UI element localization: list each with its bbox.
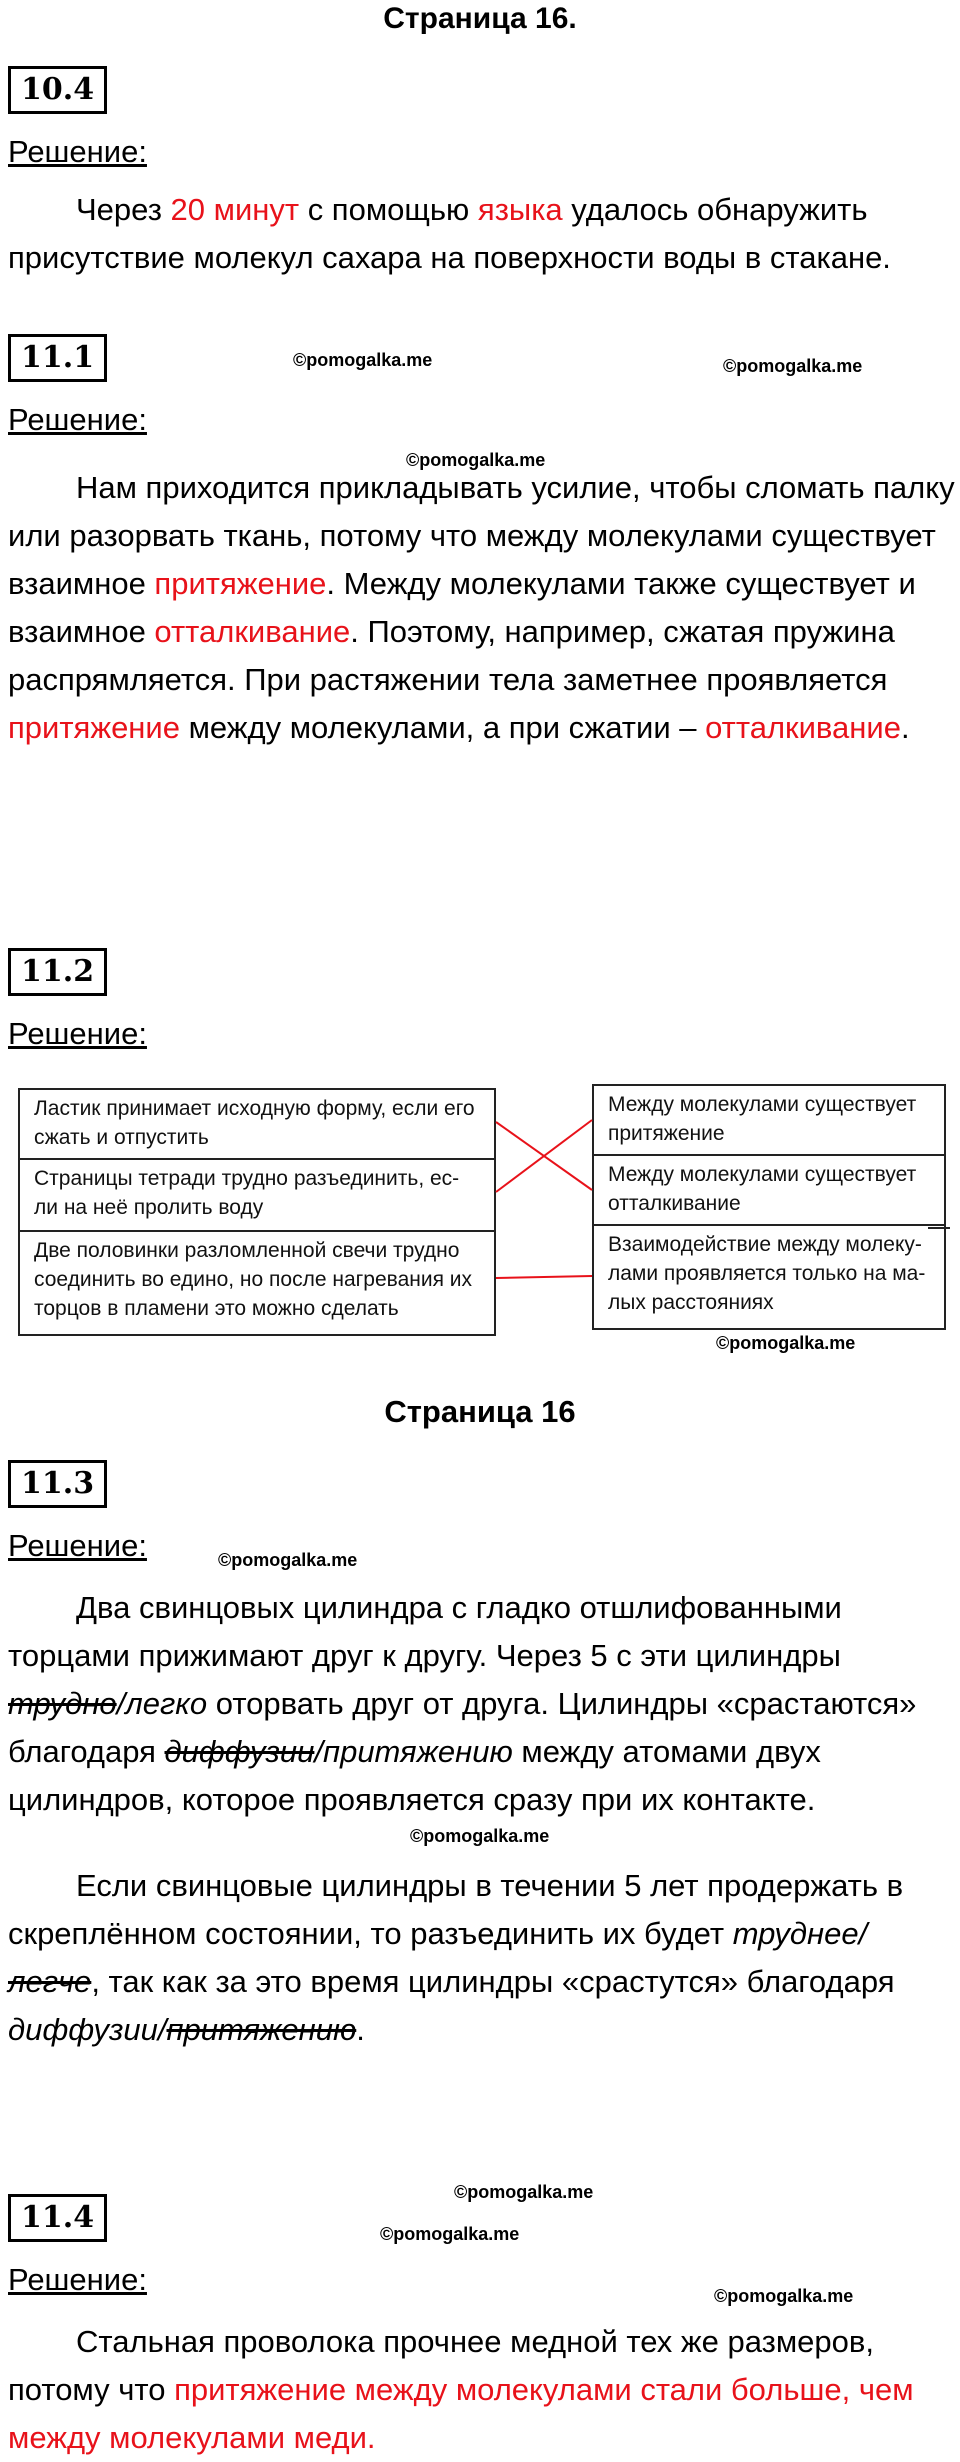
left-item: Две половинки разломленной свечи трудно соединить во едино, но после нагревания их торцов в пламени это можно сделать — [20, 1230, 494, 1334]
right-item: Взаимодействие между молеку-лами проявляется только на ма-лых расстояниях — [594, 1224, 944, 1328]
watermark: ©pomogalka.me — [410, 1826, 550, 1846]
watermark: ©pomogalka.me — [218, 1550, 358, 1570]
match-line-2 — [496, 1120, 592, 1192]
task-11-1-answer: Нам приходится прикладывать усилие, чтобы сломать палку или разорвать ткань, потому что между молекулами существует взаимное притяжение. Между молекулами также существует и взаимное отталкивание. Поэтому, например, сжатая пружина распрямляется. При растяжении тела заметнее проявляется притяжение между молекулами, а при сжатии – отталкивание. — [8, 470, 955, 745]
task-number-11-3: 11.3 — [8, 1460, 107, 1508]
right-item: Между молекулами существует отталкивание — [594, 1154, 944, 1224]
watermark: ©pomogalka.me — [380, 2224, 520, 2244]
page-title: Страница 16. — [383, 2, 577, 35]
watermark: ©pomogalka.me — [723, 356, 863, 376]
task-11-4-answer: Стальная проволока прочнее медной тех же размеров, потому что притяжение между молекулами стали больше, чем между молекулами меди. — [8, 2324, 914, 2455]
task-number-11-2: 11.2 — [8, 948, 107, 996]
watermark: ©pomogalka.me — [454, 2182, 594, 2202]
solution-label: Решение: — [8, 1016, 147, 1051]
task-number-11-4: 11.4 — [8, 2194, 107, 2242]
watermark: ©pomogalka.me — [293, 350, 433, 370]
task-number-10-4: 10.4 — [8, 66, 107, 114]
match-line-3 — [496, 1276, 592, 1278]
watermark: ©pomogalka.me — [714, 2286, 854, 2306]
right-item: Между молекулами существует притяжение — [608, 1093, 917, 1145]
solution-label: Решение: — [8, 1528, 147, 1563]
watermark: ©pomogalka.me — [716, 1333, 856, 1353]
watermark: ©pomogalka.me — [406, 450, 546, 470]
task-11-3-answer-p2: Если свинцовые цилиндры в течении 5 лет продержать в скреплённом состоянии, то разъединить их будет труднее/легче, так как за это время цилиндры «срастутся» благодаря диффузии/притяжению. — [8, 1868, 904, 2047]
page-title-2: Страница 16 — [384, 1394, 576, 1429]
task-11-3-answer-p1: Два свинцовых цилиндра с гладко отшлифованными торцами прижимают друг к другу. Через 5 с эти цилиндры трудно/легко оторвать друг от друга. Цилиндры «срастаются» благодаря диффузии/притяжению между атомами двух цилиндров, которое проявляется сразу при их контакте. — [8, 1590, 917, 1817]
task-10-4-answer: Через 20 минут с помощью языка удалось обнаружить присутствие молекул сахара на поверхности воды в стакане. — [8, 192, 891, 275]
solution-label: Решение: — [8, 402, 147, 437]
left-item: Ластик принимает исходную форму, если его сжать и отпустить — [34, 1097, 475, 1149]
solution-label: Решение: — [8, 134, 147, 169]
left-item: Страницы тетради трудно разъединить, ес-ли на неё пролить воду — [20, 1158, 494, 1230]
solution-label: Решение: — [8, 2262, 147, 2297]
task-number-11-1: 11.1 — [8, 334, 107, 382]
